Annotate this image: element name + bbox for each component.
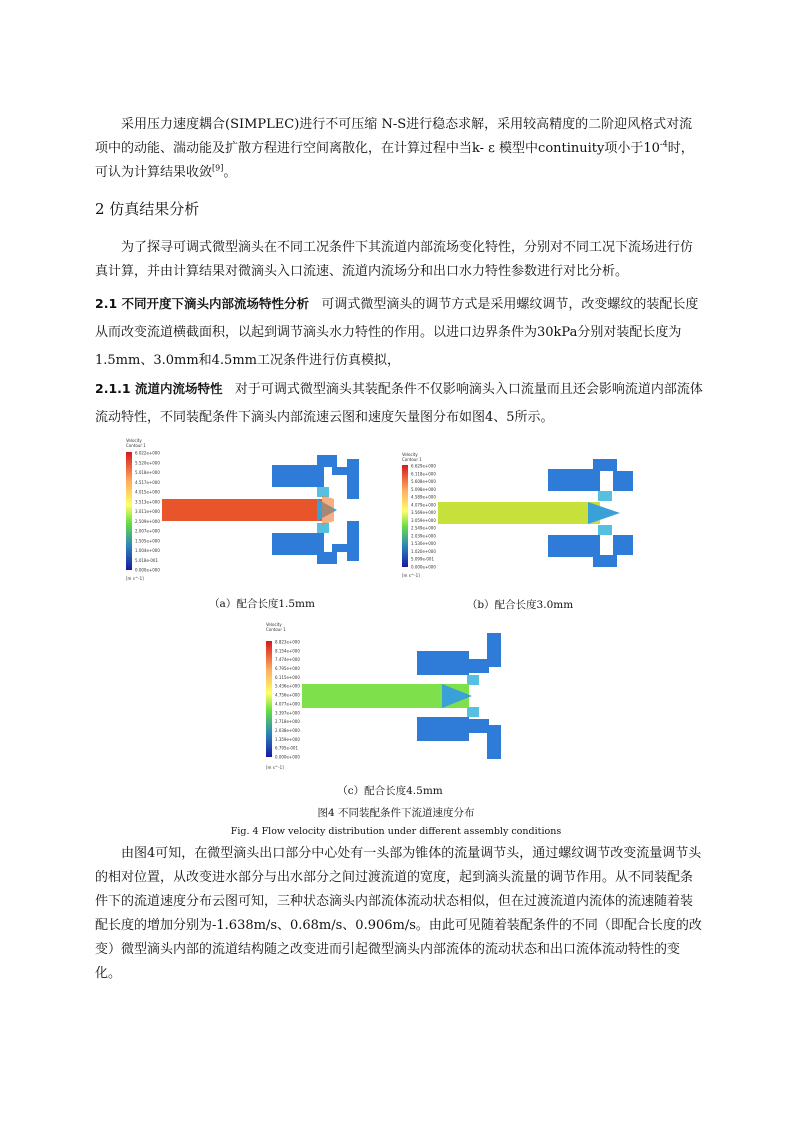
caption-a: （a）配合长度1.5mm [209,598,315,610]
colorbar-tick-label: 3.059e+000 [411,517,436,523]
colorbar [126,452,132,570]
colorbar-tick-label: 2.509e+000 [135,518,160,524]
colorbar-tick-label: 5.608e+000 [411,479,436,485]
figure-4b [398,451,654,611]
fig4-caption-en: Fig. 4 Flow velocity distribution under different assembly conditions [230,826,562,837]
colorbar-tick-label: 6.795e+000 [275,666,300,672]
colorbar-tick-label: 3.569e+000 [411,510,436,516]
legend-subtitle: Contour 1 [126,443,146,448]
colorbar-tick-label: 4.589e+000 [411,494,436,500]
colorbar-tick-label: 8.154e+000 [275,648,300,654]
colorbar-tick-label: 4.517e+000 [135,479,160,485]
fig4-caption-cn: 图4 不同装配条件下流道速度分布 [317,807,475,819]
velocity-contour-b [398,451,654,581]
colorbar-tick-label: 2.718e+000 [275,719,300,725]
section-2-1 [95,290,705,375]
caption-b: （b）配合长度3.0mm [466,599,574,611]
dripper-geometry [302,633,501,759]
colorbar-ticks [411,464,436,570]
colorbar-tick-label: 0.000e+000 [411,564,436,570]
colorbar-tick-label: 5.098e+000 [411,486,436,492]
paragraph-simplec: 采用压力速度耦合(SIMPLEC)进行不可压缩 N-S进行稳态求解，采用较高精度的二阶迎风格式对流项中的动能、湍动能及扩散方程进行空间离散化，在计算过程中当k- ε 模型中continuity项小于$10^{-4}$时，可认为计算结果收敛[9]。 [95,117,694,180]
colorbar-tick-label: 5.099e-001 [411,556,434,562]
colorbar-tick-label: 6.022e+000 [135,450,160,456]
colorbar-tick-label: 4.079e+000 [411,502,436,508]
colorbar-tick-label: 3.513e+000 [135,499,160,505]
colorbar-ticks [275,640,300,760]
colorbar-tick-label: 1.530e+000 [411,541,436,547]
colorbar [266,641,272,757]
dripper-geometry [438,459,633,567]
colorbar-tick-label: 6.118e+000 [411,471,436,477]
dripper-geometry [162,455,359,564]
colorbar-tick-label: 8.823e+000 [275,639,300,645]
colorbar-tick-label: 1.505e+000 [135,538,160,544]
colorbar-tick-label: 1.004e+000 [135,548,160,553]
section-2-1-heading: 2.1 不同开度下滴头内部流场特性分析 [95,296,309,311]
colorbar-tick-label: 5.436e+000 [275,683,300,689]
unit-label: [m s^-1] [266,765,284,770]
paragraph-intro: 为了探寻可调式微型滴头在不同工况条件下其流道内部流场变化特性，分别对不同工况下流场进行仿真计算，并由计算结果对微滴头入口流速、流道内流场分和出口水力特性参数进行对比分析。 [95,240,694,279]
legend-subtitle: Contour 1 [402,457,422,462]
legend-title: Velocity [402,452,418,457]
velocity-contour-c [262,621,518,771]
colorbar-tick-label: 2.039e+000 [411,533,436,539]
section-2-1-1-heading: 2.1.1 流道内流场特性 [95,381,223,396]
colorbar-tick-label: 5.520e+000 [135,460,160,466]
legend-subtitle: Contour 1 [266,627,286,632]
caption-c: （c）配合长度4.5mm [337,785,443,797]
colorbar-tick-label: 0.000e+000 [135,567,160,573]
figure-4c [262,621,518,797]
paragraph-analysis: 由图4可知，在微型滴头出口部分中心处有一头部为锥体的流量调节头，通过螺纹调节改变流量调节头的相对位置，从改变进水部分与出水部分之间过渡流道的宽度，起到滴头流量的调节作用。从不同装配条件下的流道速度分布云图可知，三种状态滴头内部流体流动状态相似，但在过渡流道内流体的流速随着装配长度的增加分别为-1.638m/s、0.68m/s、0.906m/s。由此可见随着装配条件的不同（即配合长度的改变）微型滴头内部的流道结构随之改变进而引起微型滴头内部流体的流动状态和出口流体流动特性的变化。 [95,846,702,981]
colorbar-tick-label: 5.018e-001 [135,557,158,563]
colorbar-ticks [135,451,160,573]
legend-title: Velocity [266,622,282,627]
section-2-title: 2 仿真结果分析 [95,200,200,218]
colorbar-tick-label: 6.795e-001 [275,745,298,751]
colorbar-tick-label: 2.007e+000 [135,528,160,534]
colorbar [402,465,408,567]
colorbar-tick-label: 6.629e+000 [411,463,436,469]
unit-label: [m s^-1] [126,576,144,581]
colorbar-tick-label: 2.549e+000 [411,525,436,531]
colorbar-tick-label: 5.018e+000 [135,470,160,475]
colorbar-tick-label: 4.077e+000 [275,701,300,707]
section-2-1-text: 可调式微型滴头的调节方式是采用螺纹调节，改变螺纹的装配长度从而改变流道横截面积，以起到调节滴头水力特性的作用。以进口边界条件为30kPa分别对装配长度为1.5mm、3.0mm和4.5mm工况条件进行仿真模拟， [95,297,699,368]
colorbar-tick-label: 4.756e+000 [275,692,300,698]
colorbar-tick-label: 0.000e+000 [275,754,300,760]
section-2-1-1-text: 对于可调式微型滴头其装配条件不仅影响滴头入口流量而且还会影响流道内部流体流动特性，不同装配条件下滴头内部流速云图和速度矢量图分布如图4、5所示。 [95,382,703,425]
figure-4a [122,437,378,610]
colorbar-tick-label: 7.474e+000 [275,657,300,663]
colorbar-tick-label: 3.397e+000 [275,710,300,716]
legend-title: Velocity [126,438,142,443]
velocity-contour-a [122,437,378,585]
unit-label: [m s^-1] [402,573,420,578]
colorbar-tick-label: 6.115e+000 [275,674,300,680]
colorbar-tick-label: 2.038e+000 [275,727,300,733]
colorbar-tick-label: 1.359e+000 [275,736,300,742]
colorbar-tick-label: 4.015e+000 [135,489,160,495]
section-2-1-1 [95,375,705,432]
colorbar-tick-label: 1.020e+000 [411,548,436,554]
colorbar-tick-label: 3.011e+000 [135,509,160,514]
